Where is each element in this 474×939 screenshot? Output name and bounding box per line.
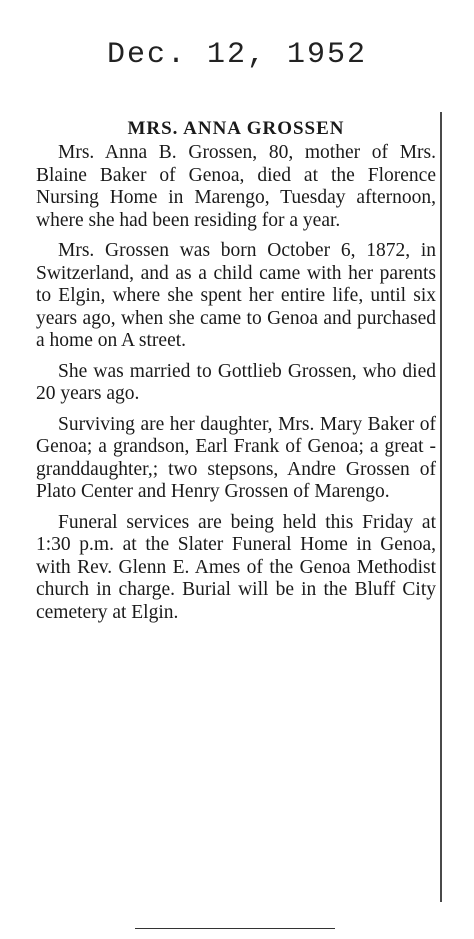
obituary-paragraph [36, 361, 436, 406]
obituary-headline: MRS. ANNA GROSSEN [127, 118, 345, 139]
paragraph-text: Funeral services are being held this Friday at 1:30 p.m. at the Slater Funeral Home in Genoa, with Rev. Glenn E. Ames of the Genoa Methodist church in charge. Burial will be in the Bluff City cemetery at Elgin. [36, 511, 436, 623]
paragraph-text: Mrs. Grossen was born October 6, 1872, in Switzerland, and as a child came with her parents to Elgin, where she spent her entire life, until six years ago, when she came to Genoa and purchased a home on A street. [36, 240, 436, 351]
obituary-paragraph [36, 414, 436, 504]
paragraph-text: She was married to Gottlieb Grossen, who died 20 years ago. [36, 360, 436, 404]
obituary-paragraph [36, 512, 436, 625]
obituary-paragraph [36, 142, 436, 232]
paragraph-text: Surviving are her daughter, Mrs. Mary Baker of Genoa; a grandson, Earl Frank of Genoa; a great - granddaughter,; two stepsons, Andre Grossen of Plato Center and Henry Grossen of Marengo. [36, 413, 436, 502]
clipping-date: Dec. 12, 1952 [106, 38, 368, 72]
obituary-paragraph [36, 240, 436, 353]
end-rule [135, 928, 335, 929]
paragraph-text: Mrs. Anna B. Grossen, 80, mother of Mrs. Blaine Baker of Genoa, died at the Florence Nursing Home in Marengo, Tuesday afternoon, where she had been residing for a year. [36, 142, 436, 231]
obituary-clipping [30, 112, 442, 902]
